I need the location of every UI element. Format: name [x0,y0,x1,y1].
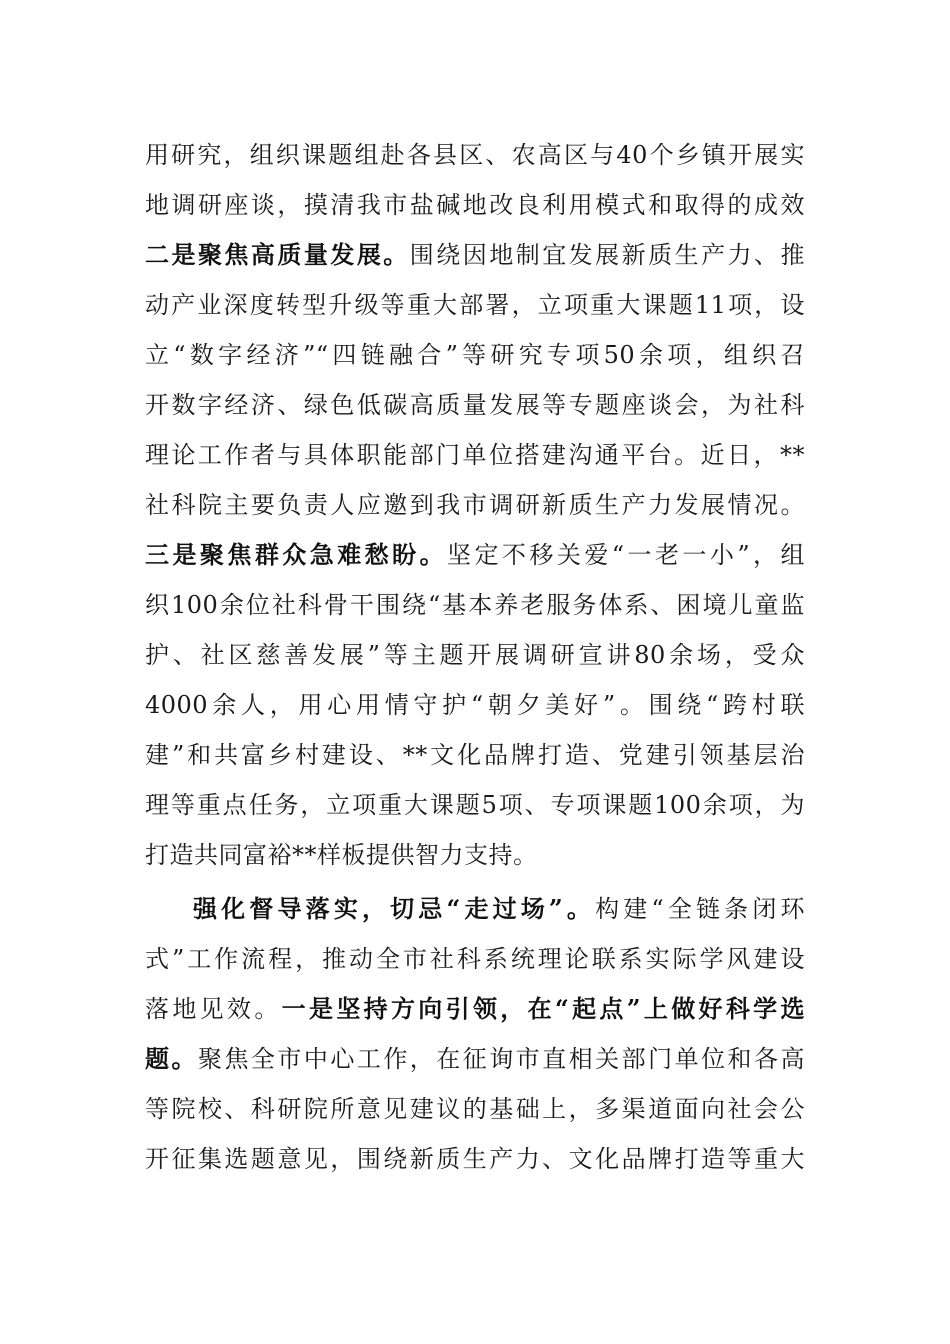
text-line [145,330,805,380]
body-text: 动产业深度转型升级等重大部署，立项重大课题11项，设 [145,291,805,319]
body-text: 落地见效。 [145,995,282,1023]
text-line [145,380,805,430]
body-text: 打造共同富裕**样板提供智力支持。 [145,841,538,869]
bold-heading-text: 三是聚焦群众急难愁盼。 [145,540,448,569]
body-text: 式”工作流程，推动全市社科系统理论联系实际学风建设 [145,945,805,973]
paragraph-continuation [145,130,805,880]
text-line [145,1034,805,1084]
body-text: 立“数字经济”“四链融合”等研究专项50余项，组织召 [145,341,805,369]
bold-heading-text: 题。 [145,1044,198,1073]
bold-heading-text: 一是坚持方向引领，在“起点”上做好科学选 [281,994,806,1023]
text-line [145,630,805,680]
text-line [145,180,805,230]
body-text: 围绕因地制宜发展新质生产力、推 [409,241,806,269]
body-text: 开数字经济、绿色低碳高质量发展等专题座谈会，为社科 [145,391,805,419]
body-text: 社科院主要负责人应邀到我市调研新质生产力发展情况。 [145,491,805,519]
body-text: 坚定不移关爱“一老一小”，组 [447,541,806,569]
text-line [145,730,805,780]
text-line [145,1134,805,1184]
text-line [145,530,805,580]
text-line [145,430,805,480]
body-text: 理等重点任务，立项重大课题5项、专项课题100余项，为 [145,791,805,819]
text-line [145,934,805,984]
body-text: 建”和共富乡村建设、**文化品牌打造、党建引领基层治 [145,741,805,769]
text-line [145,884,805,934]
body-text: 4000余人，用心用情守护“朝夕美好”。围绕“跨村联 [145,691,805,719]
text-line [145,680,805,730]
body-text: 聚焦全市中心工作，在征询市直相关部门单位和各高 [197,1045,806,1073]
bold-heading-text: 二是聚焦高质量发展。 [145,240,410,269]
text-line [145,280,805,330]
body-text: 等院校、科研院所意见建议的基础上，多渠道面向社会公 [145,1095,805,1123]
text-line [145,1084,805,1134]
text-line [145,830,805,880]
text-line [145,130,805,180]
text-line [145,230,805,280]
body-text: 织100余位社科骨干围绕“基本养老服务体系、困境儿童监 [145,591,805,619]
body-text: 用研究，组织课题组赴各县区、农高区与40个乡镇开展实 [145,141,805,169]
paragraph-supervision [145,884,805,1184]
text-line [145,480,805,530]
body-text: 地调研座谈，摸清我市盐碱地改良利用模式和取得的成效 [145,191,805,219]
text-line [145,780,805,830]
body-text: 护、社区慈善发展”等主题开展调研宣讲80余场，受众 [145,641,805,669]
bold-heading-text: 强化督导落实，切忌“走过场”。 [193,894,596,923]
text-line [145,984,805,1034]
body-text: 构建“全链条闭环 [595,895,805,923]
text-line [145,580,805,630]
body-text: 理论工作者与具体职能部门单位搭建沟通平台。近日，** [145,441,805,469]
body-text: 开征集选题意见，围绕新质生产力、文化品牌打造等重大 [145,1145,805,1173]
